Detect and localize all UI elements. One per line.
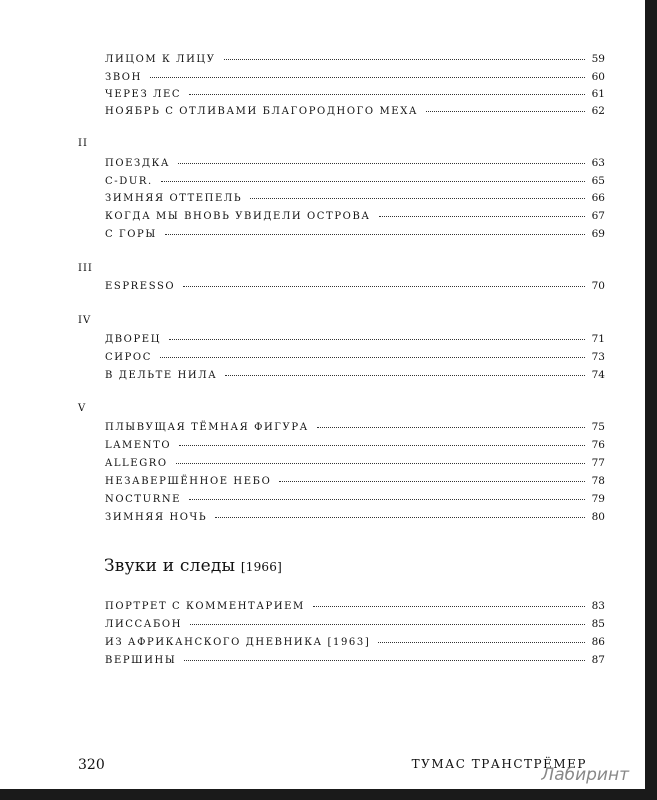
- toc-entry: [105, 333, 605, 347]
- entry-page: 73: [591, 351, 605, 363]
- toc-entry: [105, 636, 605, 650]
- toc-entry: [105, 369, 605, 383]
- dot-leader: [215, 516, 585, 518]
- entry-page: 86: [591, 636, 605, 648]
- toc-entry: [105, 280, 605, 294]
- dot-leader: [224, 58, 585, 60]
- dot-leader: [184, 659, 585, 661]
- entry-page: 74: [591, 369, 605, 381]
- dot-leader: [250, 197, 585, 199]
- toc-entry: [105, 618, 605, 632]
- toc-entry: [105, 511, 605, 525]
- entry-page: 83: [591, 600, 605, 612]
- entry-page: 80: [591, 511, 605, 523]
- section-numeral: III: [78, 263, 93, 274]
- dot-leader: [225, 374, 585, 376]
- toc-entry: [105, 439, 605, 453]
- entry-title: ПОРТРЕТ С КОММЕНТАРИЕМ: [105, 601, 305, 612]
- entry-title: НЕЗАВЕРШЁННОЕ НЕБО: [105, 476, 272, 487]
- entry-title: С ГОРЫ: [105, 229, 157, 240]
- section-numeral: II: [78, 138, 88, 149]
- entry-title: C-DUR.: [105, 176, 153, 187]
- entry-page: 65: [591, 175, 605, 187]
- entry-page: 61: [591, 88, 605, 100]
- dot-leader: [190, 623, 585, 625]
- entry-title: ПЛЫВУЩАЯ ТЁМНАЯ ФИГУРА: [105, 422, 309, 433]
- toc-entry: [105, 493, 605, 507]
- entry-page: 85: [591, 618, 605, 630]
- toc-entry: [105, 600, 605, 614]
- toc-entry: [105, 175, 605, 189]
- entry-title: ЗВОН: [105, 72, 142, 83]
- entry-title: NOCTURNE: [105, 494, 182, 505]
- entry-page: 63: [591, 157, 605, 169]
- entry-title: В ДЕЛЬТЕ НИЛА: [105, 370, 218, 381]
- dot-leader: [189, 93, 585, 95]
- entry-page: 69: [591, 228, 605, 240]
- entry-page: 79: [591, 493, 605, 505]
- entry-page: 59: [591, 53, 605, 65]
- dot-leader: [179, 444, 585, 446]
- entry-title: ЗИМНЯЯ НОЧЬ: [105, 512, 208, 523]
- dot-leader: [378, 641, 585, 643]
- toc-entry: [105, 53, 605, 67]
- toc-entry: [105, 351, 605, 365]
- entry-title: ЛИЦОМ К ЛИЦУ: [105, 54, 216, 65]
- collection-heading: [104, 556, 282, 576]
- entry-title: ЧЕРЕЗ ЛЕС: [105, 89, 182, 100]
- toc-entry: [105, 654, 605, 668]
- entry-page: 60: [591, 71, 605, 83]
- entry-title: ПОЕЗДКА: [105, 158, 171, 169]
- toc-entry: [105, 457, 605, 471]
- section-numeral: V: [78, 403, 87, 414]
- dot-leader: [189, 498, 585, 500]
- entry-title: ВЕРШИНЫ: [105, 655, 177, 666]
- entry-page: 71: [591, 333, 605, 345]
- entry-title: ЗИМНЯЯ ОТТЕПЕЛЬ: [105, 193, 243, 204]
- dot-leader: [379, 215, 585, 217]
- entry-page: 78: [591, 475, 605, 487]
- entry-page: 75: [591, 421, 605, 433]
- dot-leader: [183, 285, 585, 287]
- toc-entry: [105, 157, 605, 171]
- entry-title: ДВОРЕЦ: [105, 334, 162, 345]
- entry-title: LAMENTO: [105, 440, 172, 451]
- toc-entry: [105, 88, 605, 102]
- dot-leader: [279, 480, 585, 482]
- toc-entry: [105, 71, 605, 85]
- entry-page: 87: [591, 654, 605, 666]
- entry-title: ALLEGRO: [105, 458, 168, 469]
- entry-title: ИЗ АФРИКАНСКОГО ДНЕВНИКА [1963]: [105, 637, 371, 648]
- watermark-logo: Лабиринт: [541, 765, 629, 785]
- dot-leader: [150, 76, 585, 78]
- entry-title: ЛИССАБОН: [105, 619, 183, 630]
- entry-title: КОГДА МЫ ВНОВЬ УВИДЕЛИ ОСТРОВА: [105, 211, 371, 222]
- dot-leader: [169, 338, 585, 340]
- entry-title: ESPRESSO: [105, 281, 176, 292]
- toc-entry: [105, 421, 605, 435]
- dot-leader: [176, 462, 585, 464]
- toc-entry: [105, 192, 605, 206]
- entry-page: 67: [591, 210, 605, 222]
- toc-entry: [105, 210, 605, 224]
- toc-entry: [105, 475, 605, 489]
- entry-title: СИРОС: [105, 352, 152, 363]
- entry-page: 77: [591, 457, 605, 469]
- entry-title: НОЯБРЬ С ОТЛИВАМИ БЛАГОРОДНОГО МЕХА: [105, 106, 419, 117]
- toc-entry: [105, 228, 605, 242]
- dot-leader: [313, 605, 585, 607]
- page-number: 320: [78, 757, 105, 773]
- dot-leader: [178, 162, 585, 164]
- dot-leader: [426, 110, 585, 112]
- dot-leader: [165, 233, 585, 235]
- entry-page: 70: [591, 280, 605, 292]
- section-numeral: IV: [78, 315, 92, 326]
- toc-entry: [105, 105, 605, 119]
- dot-leader: [317, 426, 585, 428]
- entry-page: 76: [591, 439, 605, 451]
- dot-leader: [161, 180, 585, 182]
- collection-title: Звуки и следы: [104, 556, 236, 576]
- entry-page: 66: [591, 192, 605, 204]
- entry-page: 62: [591, 105, 605, 117]
- collection-year: [1966]: [240, 560, 282, 574]
- dot-leader: [160, 356, 585, 358]
- running-footer-author: ТУМАС ТРАНСТРЁМЕР: [411, 757, 587, 771]
